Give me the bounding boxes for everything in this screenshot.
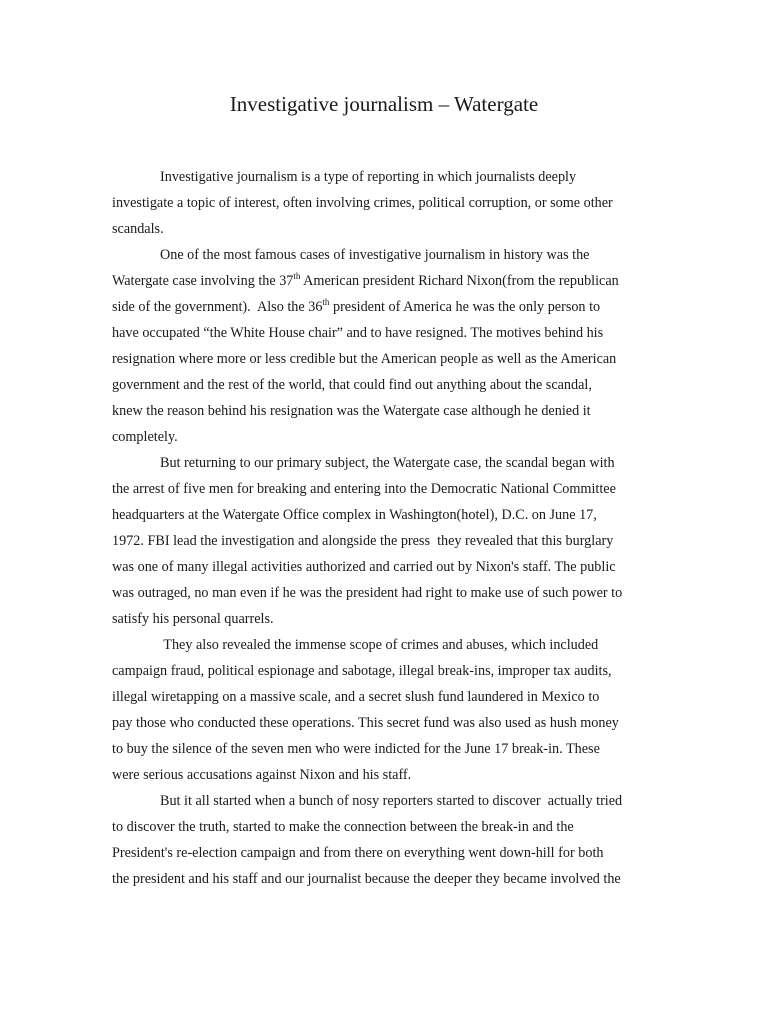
text-line: satisfy his personal quarrels.	[112, 611, 274, 627]
paragraph-3	[112, 450, 660, 632]
text-segment: American president Richard Nixon(from the republican	[300, 273, 619, 289]
text-segment: Watergate case involving the 37	[112, 273, 294, 289]
text-line: have occupated “the White House chair” and to have resigned. The motives behind his	[112, 325, 604, 341]
text-line: They also revealed the immense scope of crimes and abuses, which included	[160, 637, 599, 653]
text-line: to discover the truth, started to make the connection between the break-in and the	[112, 819, 574, 835]
paragraph-4	[112, 632, 660, 788]
text-line: headquarters at the Watergate Office complex in Washington(hotel), D.C. on June 17,	[112, 507, 597, 523]
text-line-with-ordinal	[112, 294, 660, 320]
text-line: resignation where more or less credible but the American people as well as the American	[112, 351, 617, 367]
ordinal-suffix: th	[322, 297, 330, 307]
text-line: campaign fraud, political espionage and sabotage, illegal break-ins, improper tax audits,	[112, 663, 612, 679]
text-line: knew the reason behind his resignation was the Watergate case although he denied it	[112, 403, 591, 419]
text-line: the arrest of five men for breaking and entering into the Democratic National Committee	[112, 481, 616, 497]
document-body	[112, 164, 660, 892]
paragraph-5	[112, 788, 660, 892]
text-line: Investigative journalism is a type of reporting in which journalists deeply	[160, 169, 577, 185]
text-line: scandals.	[112, 221, 164, 237]
paragraph-1	[112, 164, 660, 242]
text-line: were serious accusations against Nixon and his staff.	[112, 767, 412, 783]
text-line: But returning to our primary subject, the Watergate case, the scandal began with	[160, 455, 615, 471]
text-line: government and the rest of the world, that could find out anything about the scandal,	[112, 377, 592, 393]
text-line: President's re-election campaign and from there on everything went down-hill for both	[112, 845, 604, 861]
text-line: to buy the silence of the seven men who were indicted for the June 17 break-in. These	[112, 741, 600, 757]
text-line: But it all started when a bunch of nosy reporters started to discover actually tried	[160, 793, 623, 809]
text-line: was outraged, no man even if he was the president had right to make use of such power to	[112, 585, 623, 601]
text-line-with-ordinal	[112, 268, 660, 294]
text-segment: side of the government). Also the 36	[112, 299, 323, 315]
ordinal-suffix: th	[293, 271, 301, 281]
text-line: investigate a topic of interest, often involving crimes, political corruption, or some other	[112, 195, 613, 211]
paragraph-2	[112, 242, 660, 450]
text-line: the president and his staff and our journalist because the deeper they became involved the	[112, 871, 621, 887]
text-line: One of the most famous cases of investigative journalism in history was the	[160, 247, 590, 263]
text-line: completely.	[112, 429, 178, 445]
text-line: pay those who conducted these operations. This secret fund was also used as hush money	[112, 715, 619, 731]
text-segment: president of America he was the only person to	[329, 299, 601, 315]
text-line: illegal wiretapping on a massive scale, and a secret slush fund laundered in Mexico to	[112, 689, 600, 705]
document-title: Investigative journalism – Watergate	[229, 92, 539, 116]
text-line: 1972. FBI lead the investigation and alongside the press they revealed that this burglary	[112, 533, 614, 549]
text-line: was one of many illegal activities authorized and carried out by Nixon's staff. The public	[112, 559, 616, 575]
